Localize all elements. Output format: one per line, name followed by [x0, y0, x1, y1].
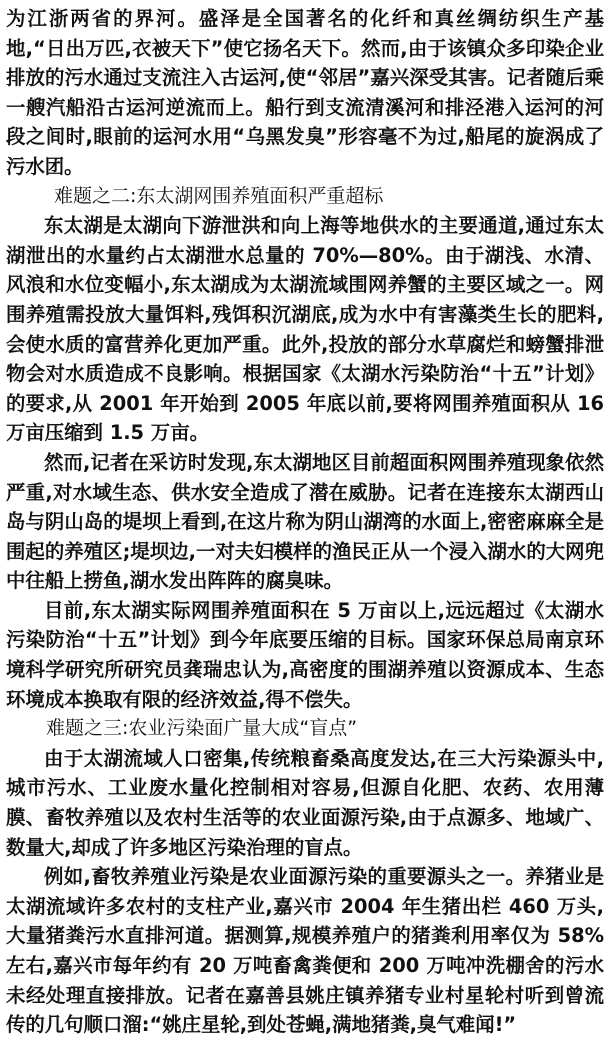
- paragraph-agri-pollution: 由于太湖流域人口密集,传统粮畜桑高度发达,在三大污染源头中,城市污水、工业废水量化控制相对容易,但源自化肥、农药、农用薄膜、畜牧养殖以及农村生活等的农业面源污染,由于点源多、地域广、数量大,却成了许多地区污染治理的盲点。: [6, 746, 604, 859]
- paragraph-current-area: 目前,东太湖实际网围养殖面积在 5 万亩以上,远远超过《太湖水污染防治“十五”计划》到今年底要压缩的目标。国家环保总局南京环境科学研究所研究员龚瑞忠认为,高密度的围湖养殖以资源成本、生态环境成本换取有限的经济效益,得不偿失。: [6, 598, 604, 711]
- paragraph-reporter-finding: 然而,记者在采访时发现,东太湖地区目前超面积网围养殖现象依然严重,对水域生态、供水安全造成了潜在威胁。记者在连接东太湖西山岛与阴山岛的堤坝上看到,在这片称为阴山湖湾的水面上,密密麻麻全是围起的养殖区;堤坝边,一对夫妇模样的渔民正从一个浸入湖水的大网兜中往船上捞鱼,湖水发出阵阵的腐臭味。: [6, 450, 604, 593]
- section-heading-2: 难题之二:东太湖网围养殖面积严重超标: [54, 184, 384, 207]
- section-heading-3: 难题之三:农业污染面广量大成“盲点”: [46, 717, 358, 740]
- paragraph-east-taihu: 东太湖是太湖向下游泄洪和向上海等地供水的主要通道,通过东太湖泄出的水量约占太湖泄水总量的 70%—80%。由于湖浅、水清、风浪和水位变幅小,东太湖成为太湖流域围网养蟹的主要区域之一。网围养殖需投放大量饵料,残饵积沉湖底,成为水中有害藻类生长的肥料,会使水质的富营养化更加严重。此外,投放的部分水草腐烂和螃蟹排泄物会对水质造成不良影响。根据国家《太湖水污染防治“十五”计划》的要求,从 2001 年开始到 2005 年底以前,要将网围养殖面积从 16 万亩压缩到 1.5 万亩。: [6, 214, 604, 445]
- article-page: [6, 4, 604, 1040]
- paragraph-continued: 为江浙两省的界河。盛泽是全国著名的化纤和真丝绸纺织生产基地,“日出万匹,衣被天下”使它扬名天下。然而,由于该镇众多印染企业排放的污水通过支流注入古运河,使“邻居”嘉兴深受其害。记者随后乘一艘汽船沿古运河逆流而上。船行到支流清溪河和排泾港入运河的河段之间时,眼前的运河水用“乌黑发臭”形容毫不为过,船尾的旋涡成了污水团。: [6, 7, 604, 178]
- paragraph-livestock-example: 例如,畜牧养殖业污染是农业面源污染的重要源头之一。养猪业是太湖流域许多农村的支柱产业,嘉兴市 2004 年生猪出栏 460 万头,大量猪粪污水直排河道。据测算,规模养殖户的猪粪利用率仅为 58%左右,嘉兴市每年约有 20 万吨畜禽粪便和 200 万吨冲洗棚舍的污水未经处理直接排放。记者在嘉善县姚庄镇养猪专业村星轮村听到曾流传的几句顺口溜:“姚庄星轮,到处苍蝇,满地猪粪,臭气难闻!”: [6, 865, 604, 1037]
